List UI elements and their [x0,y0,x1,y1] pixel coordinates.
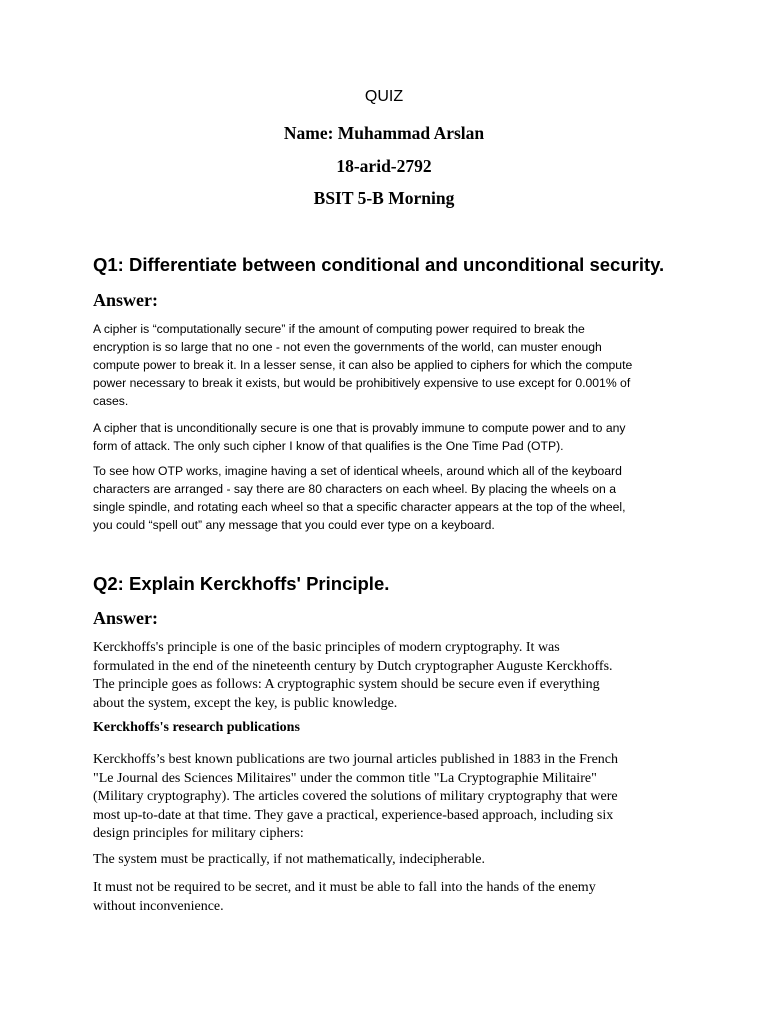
student-id: 18-arid-2792 [336,156,432,176]
text-line: cases. [93,394,129,408]
text-line: The system must be practically, if not mathematically, indecipherable. [93,852,485,867]
text-line: about the system, except the key, is public knowledge. [93,695,398,711]
text-line: you could “spell out” any message that you could ever type on a keyboard. [93,518,495,532]
text-line: Kerckhoffs’s best known publications are two journal articles published in 1883 in the French [93,752,619,767]
answer-1-label: Answer: [93,290,158,310]
text-line: encryption is so large that no one - not even the governments of the world, can muster enough [93,340,602,354]
text-line: most up-to-date at that time. They gave a practical, experience-based approach, including six [93,807,614,823]
text-line: formulated in the end of the nineteenth century by Dutch cryptographer Auguste Kerckhoffs. [93,658,613,674]
text-line: compute power to break it. In a lesser sense, it can also be applied to ciphers for which the compute [93,358,633,372]
answer-2-paragraph-3 [93,851,693,870]
answer-2-paragraph-1 [93,639,693,713]
text-line: To see how OTP works, imagine having a set of identical wheels, around which all of the keyboard [93,464,622,478]
text-line: A cipher that is unconditionally secure is one that is provably immune to compute power and to any [93,421,626,435]
text-line: without inconvenience. [93,898,224,914]
quiz-title: QUIZ [364,88,404,105]
text-line: design principles for military ciphers: [93,826,304,841]
text-line: single spindle, and rotating each wheel so that a specific character appears at the top of the wheel, [93,500,626,514]
text-line: form of attack. The only such cipher I know of that qualifies is the One Time Pad (OTP). [93,439,564,453]
answer-1-paragraph-1 [93,320,683,410]
student-class: BSIT 5-B Morning [313,188,455,208]
question-2-heading: Q2: Explain Kerckhoffs' Principle. [93,573,390,594]
text-line: (Military cryptography). The articles covered the solutions of military cryptography that were [93,789,618,804]
publications-subheading: Kerckhoffs's research publications [93,720,300,735]
text-line: power necessary to break it exists, but would be prohibitively expensive to use except for 0.001% of [93,376,631,390]
answer-1-paragraph-2 [93,419,683,455]
answer-2-paragraph-2 [93,751,693,844]
text-line: "Le Journal des Sciences Militaires" under the common title "La Cryptographie Militaire" [93,770,597,786]
text-line: Kerckhoffs's principle is one of the basic principles of modern cryptography. It was [93,640,560,655]
text-line: The principle goes as follows: A cryptographic system should be secure even if everything [93,677,600,692]
question-1-heading: Q1: Differentiate between conditional and unconditional security. [93,254,665,275]
text-line: A cipher is “computationally secure” if the amount of computing power required to break the [93,322,585,336]
student-name: Name: Muhammad Arslan [283,123,485,143]
text-line: characters are arranged - say there are 80 characters on each wheel. By placing the wheels on a [93,482,617,496]
answer-1-paragraph-3 [93,462,683,534]
answer-2-label: Answer: [93,608,158,628]
text-line: It must not be required to be secret, and it must be able to fall into the hands of the enemy [93,880,596,895]
answer-2-paragraph-4 [93,879,693,916]
